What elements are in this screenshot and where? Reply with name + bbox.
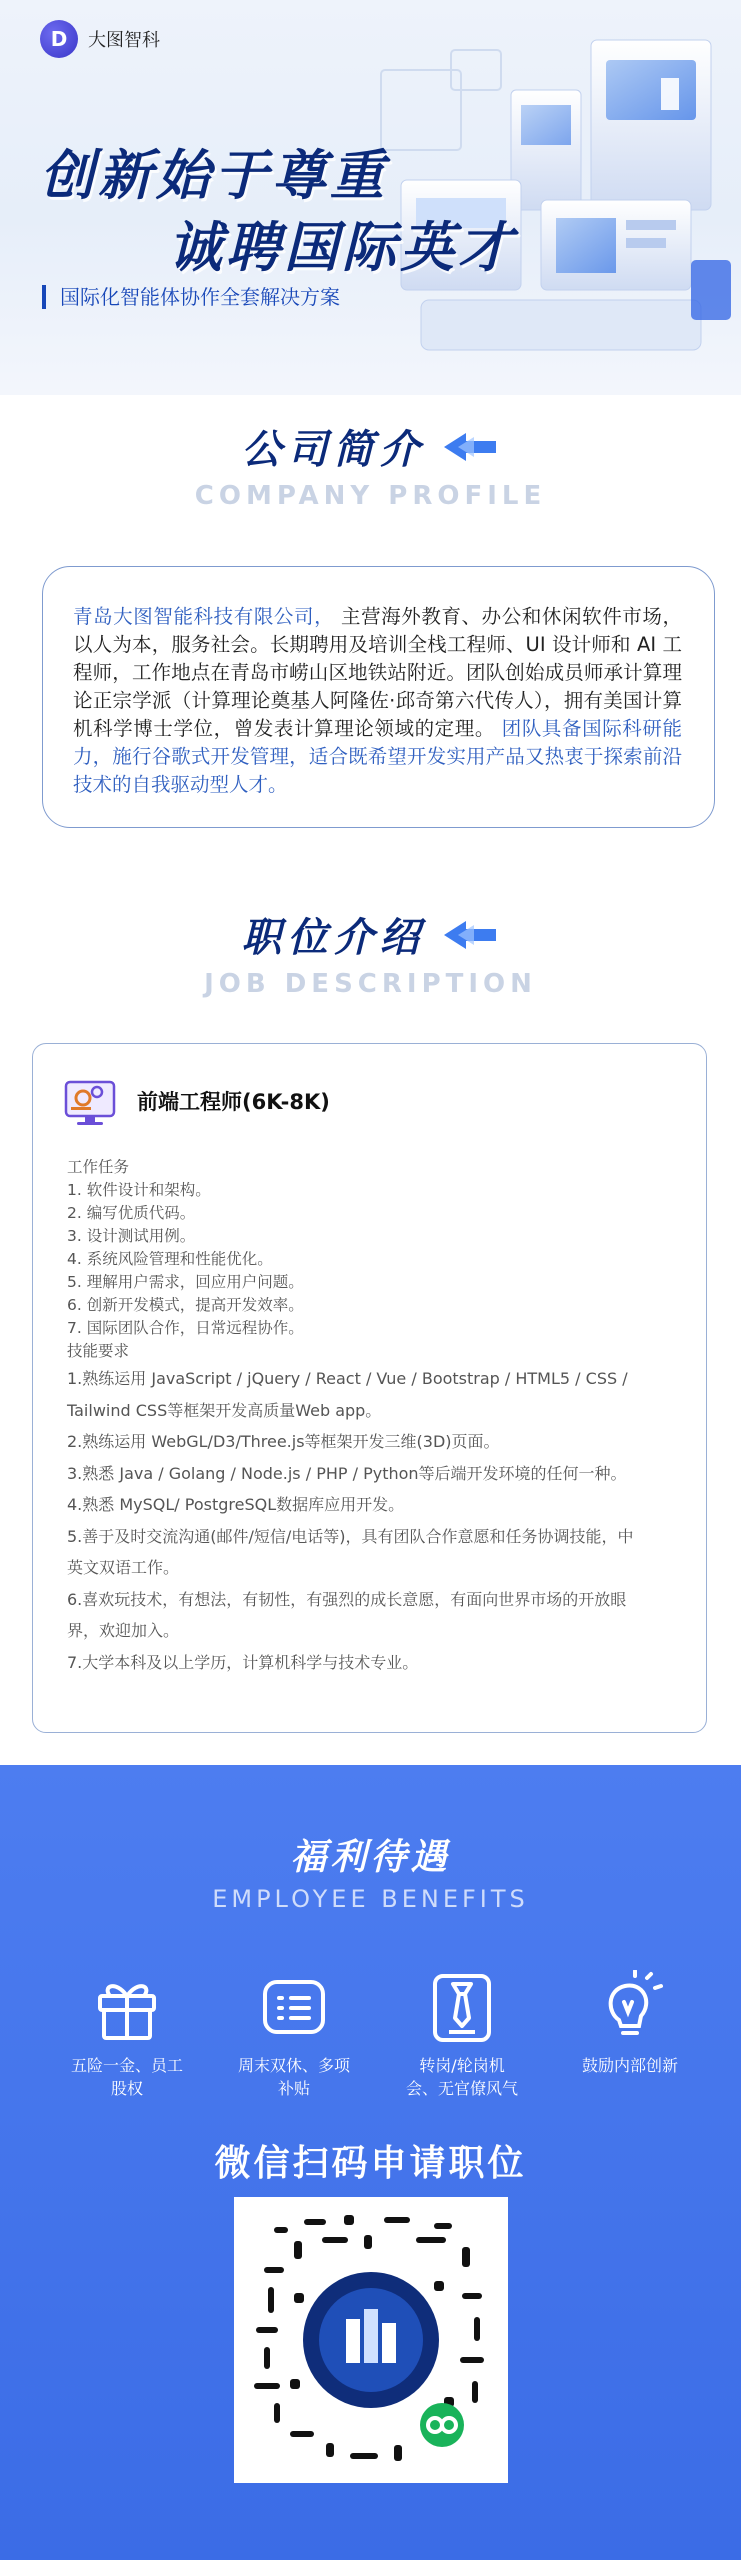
hero-banner xyxy=(0,0,741,395)
benefits-section xyxy=(0,1765,741,2560)
company-section-header xyxy=(0,418,741,511)
list-item: 7.大学本科及以上学历，计算机科学与技术专业。 xyxy=(67,1652,419,1672)
hero-title-line1: 创新始于尊重 xyxy=(40,144,388,207)
skills-label: 技能要求 xyxy=(67,1342,130,1360)
list-item: 3. 设计测试用例。 xyxy=(67,1227,196,1245)
list-icon xyxy=(259,1970,329,2044)
list-item: 3.熟悉 Java / Golang / Node.js / PHP / Python等后端开发环境的任何一种。 xyxy=(67,1463,627,1483)
tie-icon xyxy=(427,1970,497,2044)
benefit-item xyxy=(550,1970,710,2077)
benefit-item xyxy=(214,1970,374,2100)
list-item: 界，欢迎加入。 xyxy=(67,1621,180,1640)
arrow-left-icon xyxy=(440,917,500,953)
list-item: 6.喜欢玩技术，有想法，有韧性，有强烈的成长意愿，有面向世界市场的开放眼 xyxy=(67,1589,627,1609)
lightbulb-icon xyxy=(595,1970,665,2044)
benefit-label-line1: 五险一金、员工 xyxy=(70,2056,183,2075)
benefit-item xyxy=(47,1970,207,2100)
scan-title: 微信扫码申请职位 xyxy=(214,2143,527,2184)
list-item: 7. 国际团队合作，日常远程协作。 xyxy=(67,1319,304,1337)
benefit-label-line2: 补贴 xyxy=(277,2079,310,2098)
brand-logo[interactable] xyxy=(40,20,160,58)
job-position-title: 前端工程师(6K-8K) xyxy=(137,1090,330,1114)
benefit-label-line1: 周末双休、多项 xyxy=(237,2056,350,2075)
gift-icon xyxy=(92,1970,162,2044)
benefit-item xyxy=(382,1970,542,2100)
benefit-label-line1: 转岗/轮岗机 xyxy=(419,2056,505,2075)
brand-name: 大图智科 xyxy=(88,30,160,51)
company-title: 公司简介 xyxy=(241,427,426,473)
benefits-title: 福利待遇 xyxy=(290,1837,451,1878)
company-profile-card xyxy=(42,566,715,828)
hero-subtitle: 国际化智能体协作全套解决方案 xyxy=(42,285,340,309)
company-title-en: COMPANY PROFILE xyxy=(194,481,547,511)
list-item: 2.熟练运用 WebGL/D3/Three.js等框架开发三维(3D)页面。 xyxy=(67,1432,500,1451)
list-item: 5. 理解用户需求，回应用户问题。 xyxy=(67,1273,304,1291)
list-item: 5.善于及时交流沟通(邮件/短信/电话等)，具有团队合作意愿和任务协调技能，中 xyxy=(67,1526,634,1546)
job-details xyxy=(67,1156,687,1678)
list-item: 1. 软件设计和架构。 xyxy=(67,1181,211,1199)
hero-title-line2: 诚聘国际英才 xyxy=(168,216,516,279)
job-section-title: 职位介绍 xyxy=(241,915,426,961)
benefit-label-line1: 鼓励内部创新 xyxy=(581,2056,678,2075)
benefits-title-en: EMPLOYEE BENEFITS xyxy=(212,1885,529,1913)
monitor-gear-icon xyxy=(63,1074,117,1128)
benefit-label-line2: 会、无官僚风气 xyxy=(405,2079,518,2098)
job-section-title-en: JOB DESCRIPTION xyxy=(204,969,537,999)
list-item: 4.熟悉 MySQL/ PostgreSQL数据库应用开发。 xyxy=(67,1495,405,1514)
list-item: 4. 系统风险管理和性能优化。 xyxy=(67,1250,273,1268)
job-card xyxy=(32,1043,707,1733)
list-item: 6. 创新开发模式，提高开发效率。 xyxy=(67,1296,304,1314)
company-name: 青岛大图智能科技有限公司， xyxy=(73,605,335,628)
logo-icon: D xyxy=(40,20,78,58)
list-item: Tailwind CSS等框架开发高质量Web app。 xyxy=(67,1400,382,1420)
list-item: 2. 编写优质代码。 xyxy=(67,1204,196,1222)
company-description xyxy=(73,603,682,799)
list-item: 英文双语工作。 xyxy=(67,1558,180,1577)
company-highlight: 团队具备国际科研能力，施行谷歌式开发管理，适合既希望开发实用产品又热衷于探索前沿技术的自我驱动型人才。 xyxy=(73,717,682,796)
company-desc-text: 主营海外教育、办公和休闲软件市场，以人为本，服务社会。长期聘用及培训全栈工程师、UI 设计师和 AI 工程师，工作地点在青岛市崂山区地铁站附近。团队创始成员师承计算理论正宗学派（计算理论奠基人阿隆佐·邱奇第六代传人），拥有美国计算机科学博士学位，曾发表计算理论领域的定理。 xyxy=(73,605,682,740)
benefit-label-line2: 股权 xyxy=(110,2079,143,2098)
job-section-header xyxy=(0,906,741,999)
arrow-left-icon xyxy=(440,429,500,465)
list-item: 1.熟练运用 JavaScript / jQuery / React / Vue / Bootstrap / HTML5 / CSS / xyxy=(67,1369,628,1388)
tasks-label: 工作任务 xyxy=(67,1158,130,1176)
wechat-mini-program-qr[interactable] xyxy=(234,2197,508,2483)
